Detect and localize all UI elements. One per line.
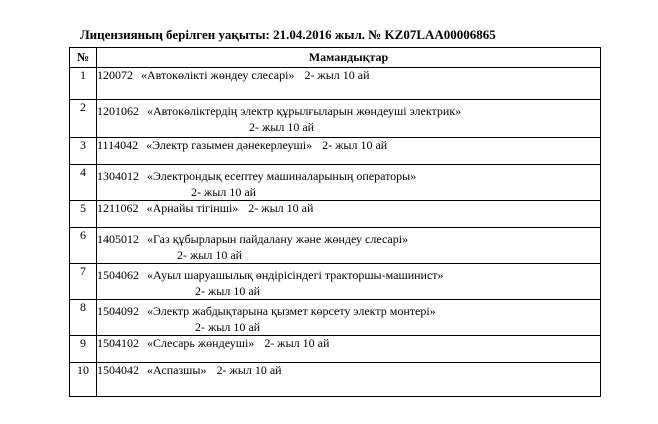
specialty-duration: 2- жыл 10 ай — [195, 320, 261, 334]
specialty-code: 1504102 — [97, 336, 139, 350]
specialty-duration: 2- жыл 10 ай — [249, 120, 315, 134]
column-header-number: № — [70, 48, 97, 68]
table-row — [70, 100, 601, 138]
table-row — [70, 68, 601, 100]
row-number: 8 — [70, 300, 97, 336]
row-number: 7 — [70, 264, 97, 300]
specialty-name: «Слесарь жөндеуші» — [147, 336, 255, 350]
specialty-duration: 2- жыл 10 ай — [264, 336, 330, 350]
table-row — [70, 165, 601, 201]
specialty-duration: 2- жыл 10 ай — [177, 248, 243, 262]
specialty-duration: 2- жыл 10 ай — [322, 138, 388, 152]
specialty-code: 1504042 — [97, 363, 139, 377]
specialty-name: «Автокөлікті жөндеу слесарі» — [141, 68, 295, 82]
specialty-name: «Арнайы тігінші» — [146, 201, 239, 215]
specialty-cell — [97, 336, 601, 363]
specialty-name: «Электр газымен дәнекерлеуші» — [146, 138, 313, 152]
specialty-cell — [97, 201, 601, 228]
row-number: 4 — [70, 165, 97, 201]
specialty-name: «Электр жабдықтарына қызмет көрсету электр монтері» — [147, 304, 436, 318]
specialty-code: 1304012 — [97, 169, 139, 183]
specialties-table — [69, 47, 601, 397]
specialty-cell — [97, 138, 601, 165]
table-row — [70, 363, 601, 397]
specialty-name: «Газ құбырларын пайдалану және жөндеу слесарі» — [147, 232, 409, 246]
table-header-row — [70, 48, 601, 68]
table-row — [70, 336, 601, 363]
specialty-duration: 2- жыл 10 ай — [195, 284, 261, 298]
table-row — [70, 228, 601, 264]
column-header-specialties: Мамандықтар — [97, 48, 601, 68]
table-body — [70, 68, 601, 397]
specialty-name: «Электрондық есептеу машиналарының операторы» — [147, 169, 417, 183]
row-number: 10 — [70, 363, 97, 397]
specialty-name: «Аспазшы» — [147, 363, 207, 377]
specialty-code: 1405012 — [97, 232, 139, 246]
specialty-code: 1201062 — [97, 104, 139, 118]
specialty-duration: 2- жыл 10 ай — [191, 185, 257, 199]
table-row — [70, 138, 601, 165]
row-number: 2 — [70, 100, 97, 138]
specialty-duration: 2- жыл 10 ай — [248, 201, 314, 215]
table-row — [70, 300, 601, 336]
specialty-code: 1504092 — [97, 304, 139, 318]
specialty-duration: 2- жыл 10 ай — [216, 363, 282, 377]
specialty-code: 1504062 — [97, 268, 139, 282]
specialty-cell — [97, 264, 601, 300]
table-row — [70, 201, 601, 228]
row-number: 9 — [70, 336, 97, 363]
specialty-cell — [97, 228, 601, 264]
specialty-cell — [97, 363, 601, 397]
specialty-cell — [97, 100, 601, 138]
specialty-code: 1211062 — [97, 201, 139, 215]
specialty-code: 1114042 — [97, 138, 139, 152]
specialty-cell — [97, 300, 601, 336]
row-number: 1 — [70, 68, 97, 100]
specialty-name: «Ауыл шаруашылық өндірісіндегі тракторшы-машинист» — [147, 268, 444, 282]
specialty-duration: 2- жыл 10 ай — [304, 68, 370, 82]
specialty-name: «Автокөліктердің электр құрылғыларын жөндеуші электрик» — [147, 104, 462, 118]
specialty-cell — [97, 68, 601, 100]
row-number: 5 — [70, 201, 97, 228]
specialty-code: 120072 — [97, 68, 133, 82]
table-row — [70, 264, 601, 300]
license-heading: Лицензияның берілген уақыты: 21.04.2016 жыл. № KZ07LAA00006865 — [80, 27, 496, 42]
row-number: 6 — [70, 228, 97, 264]
row-number: 3 — [70, 138, 97, 165]
specialty-cell — [97, 165, 601, 201]
